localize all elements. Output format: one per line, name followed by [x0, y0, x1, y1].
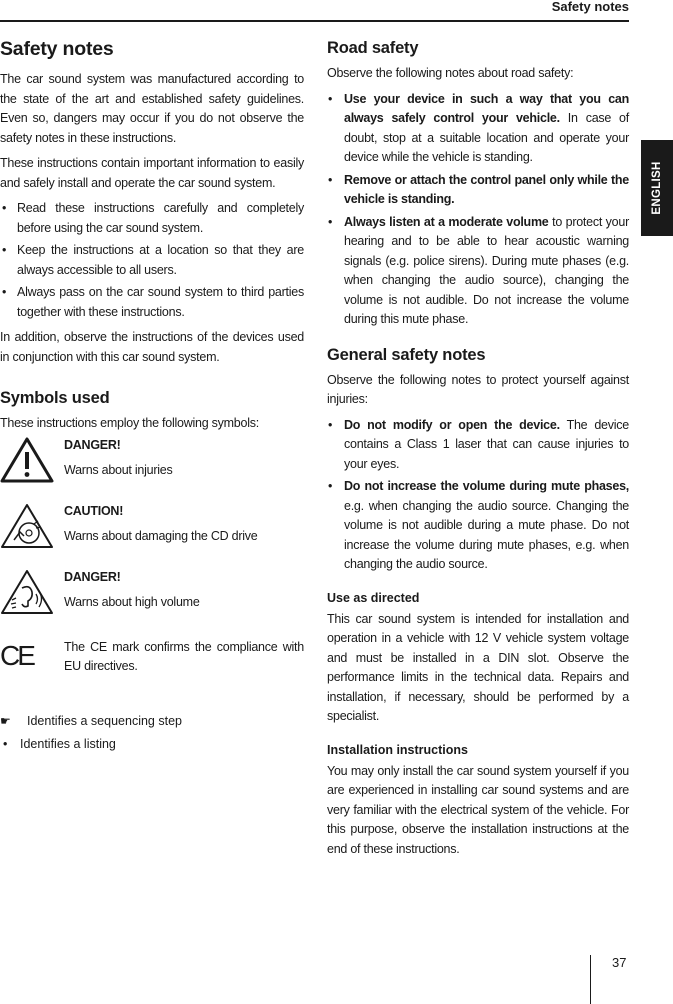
list-item: • Keep the instructions at a location so that they are always accessible to all users.	[2, 243, 304, 277]
legend-text: Identifies a listing	[20, 737, 116, 751]
list-item: • Use your device in such a way that you can always safely control your vehicle. In case of doubt, stop at a suitable location and operate your device while the vehicle is standing.	[328, 91, 629, 164]
symbol-title: DANGER!	[64, 437, 121, 452]
warning-triangle-icon	[0, 436, 54, 484]
left-column	[0, 36, 304, 755]
safety-notes-list	[0, 199, 304, 322]
pointing-hand-icon: ☛	[0, 713, 11, 728]
section-title-road-safety: Road safety	[327, 39, 419, 57]
symbol-description: Warns about damaging the CD drive	[64, 529, 258, 543]
section-title-general-safety: General safety notes	[327, 345, 486, 364]
installation-text: You may only install the car sound system yourself if you are experienced in installing car sound systems and are very familiar with the electrical system of the vehicle. For this purpose, observe the installation instructions at the end of these instructions.	[327, 763, 629, 856]
list-item: • Always listen at a moderate volume to protect your hearing and to be able to hear acoustic warning signals (e.g. police sirens). During mute phases (e.g. when changing the audio source), changing the volume is not audible. Do not increase the volume during this mute phase.	[328, 214, 629, 326]
use-as-directed-text: This car sound system is intended for installation and operation in a vehicle with 12 V vehicle system voltage and must be installed in a DIN slot. Observe the performance limits in the technical data. Repairs and installation, if necessary, should be performed by a specialist.	[327, 611, 629, 723]
symbol-title: CAUTION!	[64, 503, 124, 518]
legend-text: Identifies a sequencing step	[27, 713, 182, 728]
bullet-icon: •	[3, 737, 8, 751]
general-safety-list	[327, 416, 629, 575]
road-safety-list	[327, 90, 629, 330]
symbol-title: DANGER!	[64, 569, 121, 584]
symbol-description: Warns about high volume	[64, 595, 200, 609]
header-rule	[0, 20, 629, 22]
list-item: • Do not modify or open the device. The device contains a Class 1 laser that can cause injuries to your eyes.	[328, 417, 629, 471]
list-item: • Always pass on the car sound system to third parties together with these instructions.	[2, 285, 304, 319]
volume-warning-icon	[0, 568, 54, 616]
symbol-danger-volume	[0, 568, 304, 620]
symbol-danger-injuries	[0, 436, 304, 488]
section-title-safety-notes: Safety notes	[0, 38, 114, 60]
intro-paragraph-3: In addition, observe the instructions of the devices used in conjunction with this car sound system.	[0, 330, 304, 364]
legend-sequencing-step	[0, 712, 304, 732]
list-item: • Do not increase the volume during mute phases, e.g. when changing the audio source. Changing the volume is not audible during a mute phase. Do not increase the volume during mute phases, e.g. when changing the audio source.	[328, 479, 629, 571]
symbol-caution-cd	[0, 502, 304, 554]
page-number: 37	[612, 955, 627, 970]
language-tab	[641, 140, 673, 236]
cd-drive-warning-icon	[0, 502, 54, 550]
legend-listing	[0, 735, 304, 755]
right-column	[327, 36, 629, 865]
language-tab-label: ENGLISH	[651, 161, 663, 215]
page-header-title: Safety notes	[551, 0, 629, 14]
footer-rule	[590, 955, 591, 1004]
ce-mark-icon: CE	[0, 639, 33, 671]
general-safety-intro: Observe the following notes to protect yourself against injuries:	[327, 372, 629, 406]
list-item: • Remove or attach the control panel only while the vehicle is standing.	[328, 172, 629, 206]
road-safety-intro: Observe the following notes about road safety:	[327, 66, 574, 80]
list-item: • Read these instructions carefully and completely before using the car sound system.	[2, 201, 304, 235]
section-title-use-as-directed: Use as directed	[327, 590, 420, 605]
intro-paragraph-2: These instructions contain important information to easily and safely install and operate the car sound system.	[0, 156, 304, 190]
symbol-description: Warns about injuries	[64, 463, 173, 477]
section-title-installation: Installation instructions	[327, 742, 468, 757]
intro-paragraph-1: The car sound system was manufactured according to the state of the art and established safety guidelines. Even so, dangers may occur if you do not observe the safety notes in these instructions.	[0, 72, 304, 145]
section-title-symbols: Symbols used	[0, 389, 110, 407]
ce-description: The CE mark confirms the compliance with EU directives.	[64, 639, 304, 673]
symbol-ce-mark	[0, 638, 304, 694]
symbols-intro: These instructions employ the following symbols:	[0, 416, 259, 430]
